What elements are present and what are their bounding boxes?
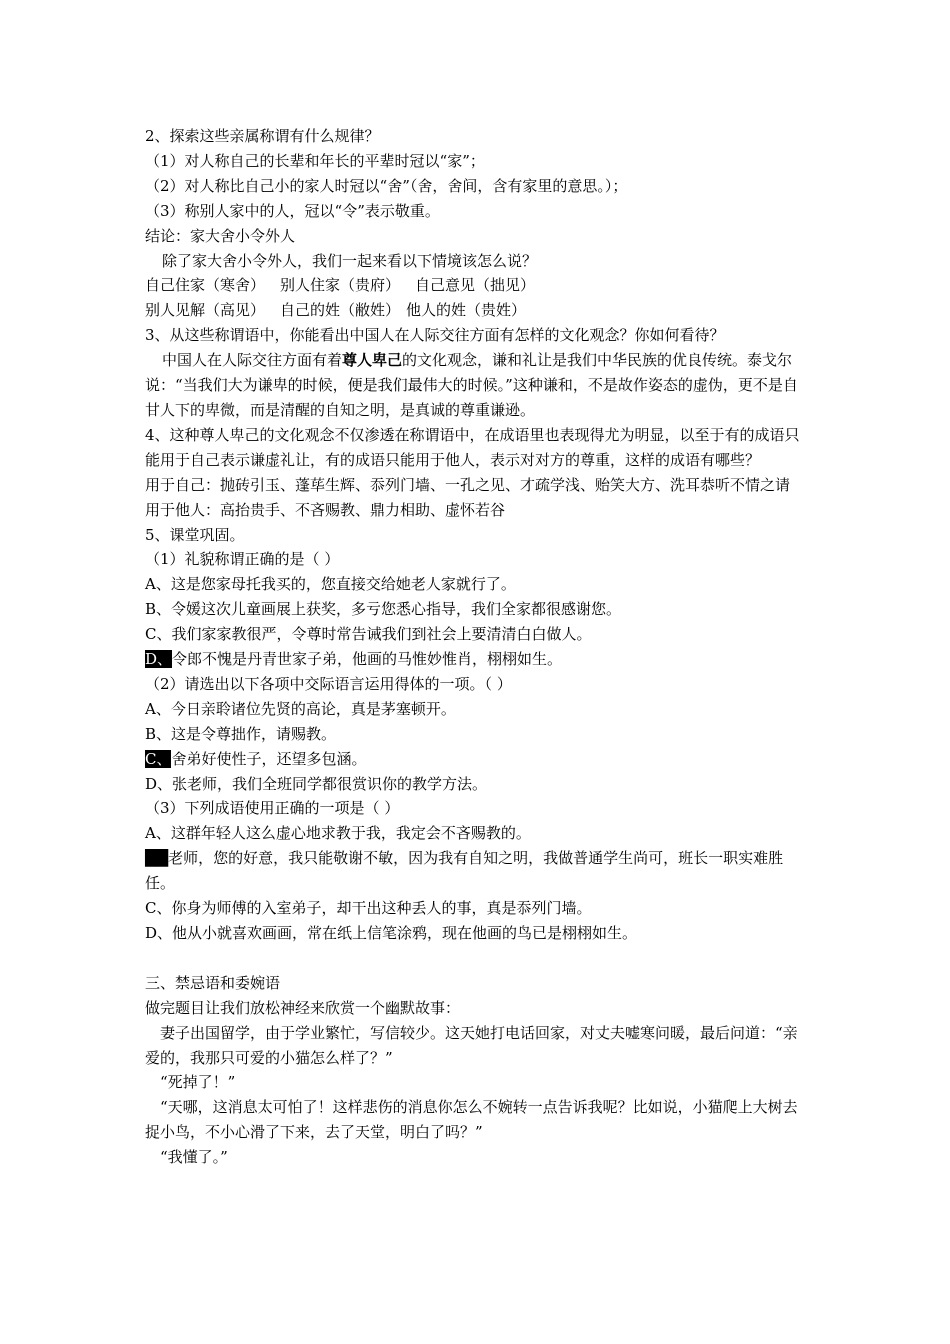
answer-text: 中国人在人际交往方面有着 <box>162 351 343 370</box>
term-item: 自己的姓（敝姓） <box>280 301 401 320</box>
q3-option-d: D、他从小就喜欢画画，常在纸上信笔涂鸦，现在他画的鸟已是栩栩如生。 <box>145 924 638 942</box>
document-body <box>145 124 810 1170</box>
rule-3: （3）称别人家中的人，冠以“令”表示敬重。 <box>145 201 440 220</box>
q1-stem: （1）礼貌称谓正确的是（ ） <box>145 550 340 569</box>
q1-option-d <box>145 647 810 672</box>
q1-option-c: C、我们家家教很严，令尊时常告诫我们到社会上要清清白白做人。 <box>145 625 592 644</box>
term-item: 他人的姓（贵姓） <box>406 301 527 320</box>
q3-option-c: C、你身为师傅的入室弟子，却干出这种丢人的事，真是忝列门墙。 <box>145 899 592 918</box>
blank-line <box>145 946 810 971</box>
term-row-2 <box>145 298 810 323</box>
q2-stem: （2）请选出以下各项中交际语言运用得体的一项。（ ） <box>145 674 512 693</box>
term-row-1 <box>145 273 810 298</box>
option-text: 舍弟好使性子，还望多包涵。 <box>171 749 367 768</box>
option-text: 令郎不愧是丹青世家子弟，他画的马惟妙惟肖，栩栩如生。 <box>172 650 563 669</box>
key-phrase: 尊人卑己 <box>342 351 403 370</box>
story-paragraph: “我懂了。” <box>160 1148 228 1167</box>
term-item: 自己住家（寒舍） <box>145 276 266 295</box>
answer-mark: ██ <box>145 849 169 868</box>
q1-option-a: A、这是您家母托我买的，您直接交给她老人家就行了。 <box>145 575 516 594</box>
term-item: 别人见解（高见） <box>145 301 266 320</box>
section5-title: 5、课堂巩固。 <box>145 525 245 544</box>
option-text: 老师，您的好意，我只能敬谢不敏，因为我有自知之明，我做普通学生尚可，班长一职实难胜任。 <box>145 849 784 893</box>
answer-mark: D、 <box>145 650 173 669</box>
q2-option-c <box>145 747 810 772</box>
q3-option-b <box>145 846 810 896</box>
idioms-self: 用于自己：抛砖引玉、蓬荜生辉、忝列门墙、一孔之见、才疏学浅、贻笑大方、洗耳恭听不情之请 <box>145 475 791 494</box>
q2-option-d: D、张老师，我们全班同学都很赏识你的教学方法。 <box>145 774 488 793</box>
story-paragraph: “天哪，这消息太可怕了！这样悲伤的消息你怎么不婉转一点告诉我呢？比如说，小猫爬上大树去捉小鸟，不小心滑了下来，去了天堂，明白了吗？” <box>145 1098 798 1142</box>
q2-option-a: A、今日亲聆诸位先贤的高论，真是茅塞顿开。 <box>145 699 456 718</box>
q3-stem: （3）下列成语使用正确的一项是（ ） <box>145 799 400 818</box>
story-paragraph: 妻子出国留学，由于学业繁忙，写信较少。这天她打电话回家，对丈夫嘘寒问暖，最后问道：“亲爱的，我那只可爱的小猫怎么样了？” <box>145 1023 798 1067</box>
idioms-others: 用于他人：高抬贵手、不吝赐教、鼎力相助、虚怀若谷 <box>145 500 506 519</box>
section4-question: 4、这种尊人卑己的文化观念不仅渗透在称谓语中，在成语里也表现得尤为明显，以至于有的成语只能用于自己表示谦虚礼让，有的成语只能用于他人，表示对对方的尊重，这样的成语有哪些？ <box>145 425 800 469</box>
term-item: 自己意见（拙见） <box>415 276 536 295</box>
situation-intro: 除了家大舍小令外人，我们一起来看以下情境该怎么说？ <box>162 251 538 270</box>
term-item: 别人住家（贵府） <box>280 276 401 295</box>
part3-title: 三、禁忌语和委婉语 <box>145 973 281 992</box>
section3-answer <box>145 348 810 423</box>
q1-option-b: B、令媛这次儿童画展上获奖，多亏您悉心指导，我们全家都很感谢您。 <box>145 600 622 619</box>
story-paragraph: “死掉了！” <box>160 1073 236 1092</box>
q3-option-a: A、这群年轻人这么虚心地求教于我，我定会不吝赐教的。 <box>145 824 531 843</box>
answer-text: 的文化观念，谦和礼让是我们中华民族的优良传统。泰戈尔说：“当我们大为谦卑的时候，便是我们最伟大的时候。”这种谦和，不是故作姿态的虚伪，更不是自甘人下的卑微，而是清醒的自知之明，是真诚的尊重谦逊。 <box>145 351 798 419</box>
conclusion: 结论：家大舍小令外人 <box>145 226 296 245</box>
rule-1: （1）对人称自己的长辈和年长的平辈时冠以“家”； <box>145 151 485 170</box>
section3-question: 3、从这些称谓语中，你能看出中国人在人际交往方面有怎样的文化观念？你如何看待？ <box>145 326 725 345</box>
answer-mark: C、 <box>145 749 172 768</box>
q2-option-b: B、这是令尊拙作，请赐教。 <box>145 724 337 743</box>
section2-question: 2、探索这些亲属称谓有什么规律？ <box>145 127 380 145</box>
story-intro: 做完题目让我们放松神经来欣赏一个幽默故事： <box>145 998 461 1017</box>
rule-2: （2）对人称比自己小的家人时冠以“舍”（舍，舍间，含有家里的意思。）； <box>145 176 628 195</box>
